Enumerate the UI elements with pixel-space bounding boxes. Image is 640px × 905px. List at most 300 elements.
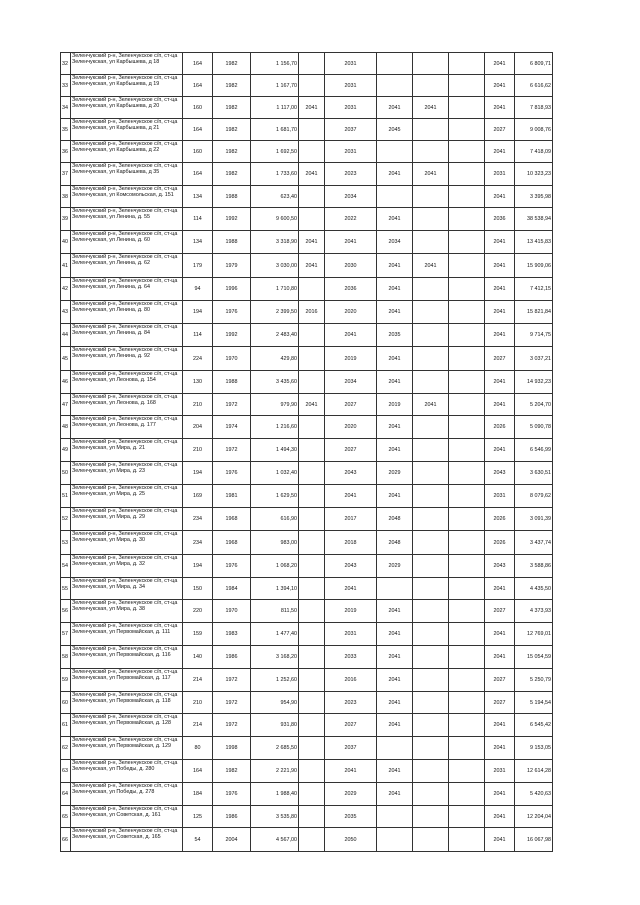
address-cell: Зеленчукский р-н, Зеленчукское с/п, ст-ца Зеленчукская, ул Ленина, д. 80 [71, 301, 183, 324]
area-cell: 811,50 [251, 600, 299, 623]
year-4-cell [413, 692, 449, 714]
area-cell: 1 032,40 [251, 462, 299, 485]
empty-cell [449, 578, 485, 600]
table-row [61, 669, 553, 692]
cost-cell: 13 415,83 [515, 231, 553, 254]
address-cell: Зеленчукский р-н, Зеленчукское с/п, ст-ца Зеленчукская, ул Мира, д. 21 [71, 439, 183, 462]
year-1-cell: 2041 [299, 394, 325, 416]
empty-cell [449, 462, 485, 485]
cost-cell: 5 204,70 [515, 394, 553, 416]
row-number: 45 [61, 347, 71, 371]
year-2-cell: 2022 [325, 208, 377, 231]
year-2-cell: 2034 [325, 186, 377, 208]
year-5-cell: 2041 [485, 97, 515, 119]
table-row [61, 531, 553, 555]
flats-cell: 114 [183, 208, 213, 231]
row-number: 55 [61, 578, 71, 600]
flats-cell: 130 [183, 371, 213, 394]
year-2-cell: 2041 [325, 231, 377, 254]
year-built-cell: 1976 [213, 301, 251, 324]
year-3-cell: 2041 [377, 97, 413, 119]
address-cell: Зеленчукский р-н, Зеленчукское с/п, ст-ца Зеленчукская, ул Первомайская, д. 117 [71, 669, 183, 692]
cost-cell: 5 250,79 [515, 669, 553, 692]
year-3-cell: 2041 [377, 485, 413, 508]
address-cell: Зеленчукский р-н, Зеленчукское с/п, ст-ца Зеленчукская, ул Карбышева, д 20 [71, 97, 183, 119]
year-2-cell: 2033 [325, 646, 377, 669]
year-built-cell: 2004 [213, 828, 251, 852]
address-cell: Зеленчукский р-н, Зеленчукское с/п, ст-ца Зеленчукская, ул Карбышева, д 35 [71, 163, 183, 186]
cost-cell: 4 373,93 [515, 600, 553, 623]
empty-cell [449, 163, 485, 186]
year-3-cell [377, 53, 413, 75]
year-3-cell: 2041 [377, 714, 413, 737]
area-cell: 1 216,60 [251, 416, 299, 439]
cost-cell: 15 054,59 [515, 646, 553, 669]
year-3-cell: 2041 [377, 646, 413, 669]
empty-cell [449, 623, 485, 646]
row-number: 49 [61, 439, 71, 462]
year-4-cell [413, 555, 449, 578]
year-2-cell: 2041 [325, 578, 377, 600]
year-3-cell: 2019 [377, 394, 413, 416]
area-cell: 3 535,80 [251, 806, 299, 828]
year-1-cell: 2016 [299, 301, 325, 324]
year-2-cell: 2041 [325, 485, 377, 508]
year-4-cell [413, 439, 449, 462]
year-built-cell: 1982 [213, 53, 251, 75]
flats-cell: 184 [183, 783, 213, 806]
year-built-cell: 1982 [213, 75, 251, 97]
address-cell: Зеленчукский р-н, Зеленчукское с/п, ст-ца Зеленчукская, ул Комсомольская, д. 151 [71, 186, 183, 208]
year-built-cell: 1970 [213, 347, 251, 371]
year-1-cell [299, 623, 325, 646]
year-1-cell [299, 485, 325, 508]
table-row [61, 439, 553, 462]
row-number: 39 [61, 208, 71, 231]
flats-cell: 220 [183, 600, 213, 623]
empty-cell [449, 119, 485, 141]
area-cell: 979,90 [251, 394, 299, 416]
cost-cell: 9 714,75 [515, 324, 553, 347]
address-cell: Зеленчукский р-н, Зеленчукское с/п, ст-ца Зеленчукская, ул Советская, д. 165 [71, 828, 183, 852]
year-built-cell: 1988 [213, 371, 251, 394]
year-2-cell: 2017 [325, 508, 377, 531]
year-2-cell: 2043 [325, 462, 377, 485]
year-4-cell [413, 578, 449, 600]
year-1-cell: 2041 [299, 97, 325, 119]
row-number: 41 [61, 254, 71, 278]
year-4-cell [413, 75, 449, 97]
year-3-cell [377, 578, 413, 600]
cost-cell: 12 769,01 [515, 623, 553, 646]
empty-cell [449, 208, 485, 231]
year-4-cell [413, 828, 449, 852]
year-2-cell: 2031 [325, 141, 377, 163]
row-number: 36 [61, 141, 71, 163]
cost-cell: 7 418,09 [515, 141, 553, 163]
row-number: 40 [61, 231, 71, 254]
year-5-cell: 2041 [485, 578, 515, 600]
empty-cell [449, 231, 485, 254]
row-number: 61 [61, 714, 71, 737]
year-4-cell [413, 186, 449, 208]
address-cell: Зеленчукский р-н, Зеленчукское с/п, ст-ца Зеленчукская, ул Карбышева, д 18 [71, 53, 183, 75]
year-4-cell [413, 208, 449, 231]
year-5-cell: 2043 [485, 462, 515, 485]
row-number: 54 [61, 555, 71, 578]
year-built-cell: 1982 [213, 760, 251, 783]
row-number: 47 [61, 394, 71, 416]
address-cell: Зеленчукский р-н, Зеленчукское с/п, ст-ца Зеленчукская, ул Советская, д. 161 [71, 806, 183, 828]
area-cell: 3 435,60 [251, 371, 299, 394]
cost-cell: 3 437,74 [515, 531, 553, 555]
year-built-cell: 1986 [213, 806, 251, 828]
table-row [61, 371, 553, 394]
address-cell: Зеленчукский р-н, Зеленчукское с/п, ст-ца Зеленчукская, ул Мира, д. 25 [71, 485, 183, 508]
year-3-cell: 2034 [377, 231, 413, 254]
address-cell: Зеленчукский р-н, Зеленчукское с/п, ст-ца Зеленчукская, ул Ленина, д. 92 [71, 347, 183, 371]
year-built-cell: 1968 [213, 508, 251, 531]
year-4-cell [413, 760, 449, 783]
area-cell: 931,80 [251, 714, 299, 737]
year-3-cell: 2041 [377, 600, 413, 623]
address-cell: Зеленчукский р-н, Зеленчукское с/п, ст-ца Зеленчукская, ул Мира, д. 29 [71, 508, 183, 531]
table-row [61, 692, 553, 714]
year-built-cell: 1982 [213, 119, 251, 141]
table-row [61, 141, 553, 163]
year-1-cell [299, 692, 325, 714]
row-number: 46 [61, 371, 71, 394]
table-row [61, 394, 553, 416]
year-5-cell: 2041 [485, 623, 515, 646]
year-built-cell: 1970 [213, 600, 251, 623]
cost-cell: 3 395,98 [515, 186, 553, 208]
year-2-cell: 2023 [325, 163, 377, 186]
cost-cell: 5 194,54 [515, 692, 553, 714]
year-1-cell [299, 462, 325, 485]
flats-cell: 204 [183, 416, 213, 439]
year-5-cell: 2036 [485, 208, 515, 231]
row-number: 35 [61, 119, 71, 141]
year-5-cell: 2041 [485, 783, 515, 806]
cost-cell: 6 616,62 [515, 75, 553, 97]
year-built-cell: 1976 [213, 783, 251, 806]
empty-cell [449, 737, 485, 760]
year-built-cell: 1972 [213, 714, 251, 737]
year-5-cell: 2041 [485, 301, 515, 324]
flats-cell: 210 [183, 692, 213, 714]
empty-cell [449, 416, 485, 439]
year-3-cell: 2041 [377, 783, 413, 806]
area-cell: 623,40 [251, 186, 299, 208]
year-4-cell [413, 416, 449, 439]
address-cell: Зеленчукский р-н, Зеленчукское с/п, ст-ца Зеленчукская, ул Первомайская, д. 118 [71, 692, 183, 714]
flats-cell: 179 [183, 254, 213, 278]
year-3-cell: 2041 [377, 439, 413, 462]
year-3-cell: 2041 [377, 163, 413, 186]
row-number: 33 [61, 75, 71, 97]
year-1-cell [299, 75, 325, 97]
flats-cell: 210 [183, 394, 213, 416]
flats-cell: 224 [183, 347, 213, 371]
year-5-cell: 2041 [485, 828, 515, 852]
year-1-cell [299, 371, 325, 394]
year-5-cell: 2026 [485, 531, 515, 555]
table-row [61, 462, 553, 485]
area-cell: 1 477,40 [251, 623, 299, 646]
year-1-cell [299, 278, 325, 301]
year-5-cell: 2041 [485, 53, 515, 75]
year-5-cell: 2043 [485, 555, 515, 578]
table-row [61, 416, 553, 439]
cost-cell: 6 546,99 [515, 439, 553, 462]
year-4-cell: 2041 [413, 97, 449, 119]
empty-cell [449, 555, 485, 578]
area-cell: 1 394,10 [251, 578, 299, 600]
cost-cell: 6 809,71 [515, 53, 553, 75]
area-cell: 1 681,70 [251, 119, 299, 141]
year-built-cell: 1988 [213, 186, 251, 208]
table-row [61, 828, 553, 852]
cost-cell: 3 588,86 [515, 555, 553, 578]
area-cell: 4 567,00 [251, 828, 299, 852]
year-3-cell: 2041 [377, 416, 413, 439]
year-1-cell [299, 600, 325, 623]
year-3-cell [377, 737, 413, 760]
flats-cell: 160 [183, 97, 213, 119]
area-cell: 1 494,30 [251, 439, 299, 462]
year-5-cell: 2041 [485, 141, 515, 163]
address-cell: Зеленчукский р-н, Зеленчукское с/п, ст-ца Зеленчукская, ул Леонова, д. 154 [71, 371, 183, 394]
year-5-cell: 2027 [485, 692, 515, 714]
flats-cell: 54 [183, 828, 213, 852]
housing-registry-table [60, 52, 553, 852]
empty-cell [449, 278, 485, 301]
year-3-cell [377, 141, 413, 163]
row-number: 62 [61, 737, 71, 760]
flats-cell: 164 [183, 119, 213, 141]
year-5-cell: 2041 [485, 439, 515, 462]
year-4-cell [413, 347, 449, 371]
empty-cell [449, 531, 485, 555]
year-3-cell: 2029 [377, 555, 413, 578]
year-built-cell: 1981 [213, 485, 251, 508]
year-1-cell [299, 531, 325, 555]
address-cell: Зеленчукский р-н, Зеленчукское с/п, ст-ца Зеленчукская, ул Мира, д. 32 [71, 555, 183, 578]
year-3-cell: 2035 [377, 324, 413, 347]
area-cell: 1 733,60 [251, 163, 299, 186]
area-cell: 1 710,80 [251, 278, 299, 301]
year-1-cell [299, 828, 325, 852]
year-3-cell: 2041 [377, 347, 413, 371]
year-4-cell: 2041 [413, 163, 449, 186]
empty-cell [449, 783, 485, 806]
year-5-cell: 2041 [485, 714, 515, 737]
empty-cell [449, 760, 485, 783]
flats-cell: 194 [183, 555, 213, 578]
year-5-cell: 2041 [485, 646, 515, 669]
year-built-cell: 1982 [213, 141, 251, 163]
cost-cell: 7 818,93 [515, 97, 553, 119]
year-1-cell [299, 555, 325, 578]
year-2-cell: 2043 [325, 555, 377, 578]
year-4-cell: 2041 [413, 394, 449, 416]
area-cell: 616,90 [251, 508, 299, 531]
table-row [61, 783, 553, 806]
year-4-cell [413, 737, 449, 760]
year-1-cell [299, 53, 325, 75]
year-4-cell [413, 231, 449, 254]
area-cell: 1 629,50 [251, 485, 299, 508]
year-4-cell [413, 714, 449, 737]
year-built-cell: 1984 [213, 578, 251, 600]
year-2-cell: 2027 [325, 439, 377, 462]
flats-cell: 159 [183, 623, 213, 646]
year-4-cell [413, 806, 449, 828]
year-4-cell [413, 278, 449, 301]
year-3-cell: 2041 [377, 760, 413, 783]
address-cell: Зеленчукский р-н, Зеленчукское с/п, ст-ца Зеленчукская, ул Леонова, д. 168 [71, 394, 183, 416]
table-row [61, 600, 553, 623]
empty-cell [449, 371, 485, 394]
flats-cell: 150 [183, 578, 213, 600]
year-5-cell: 2027 [485, 119, 515, 141]
year-1-cell: 2041 [299, 231, 325, 254]
area-cell: 2 221,90 [251, 760, 299, 783]
year-2-cell: 2041 [325, 324, 377, 347]
table-row [61, 186, 553, 208]
row-number: 42 [61, 278, 71, 301]
area-cell: 9 600,50 [251, 208, 299, 231]
year-5-cell: 2031 [485, 485, 515, 508]
year-4-cell [413, 600, 449, 623]
year-1-cell [299, 646, 325, 669]
year-1-cell [299, 119, 325, 141]
empty-cell [449, 186, 485, 208]
year-4-cell [413, 623, 449, 646]
cost-cell: 15 821,84 [515, 301, 553, 324]
flats-cell: 140 [183, 646, 213, 669]
year-3-cell: 2041 [377, 301, 413, 324]
area-cell: 2 483,40 [251, 324, 299, 347]
flats-cell: 134 [183, 186, 213, 208]
row-number: 58 [61, 646, 71, 669]
year-built-cell: 1986 [213, 646, 251, 669]
address-cell: Зеленчукский р-н, Зеленчукское с/п, ст-ца Зеленчукская, ул Победы, д. 278 [71, 783, 183, 806]
year-2-cell: 2037 [325, 737, 377, 760]
year-5-cell: 2041 [485, 371, 515, 394]
flats-cell: 234 [183, 531, 213, 555]
table-row [61, 301, 553, 324]
year-1-cell [299, 324, 325, 347]
year-4-cell [413, 324, 449, 347]
row-number: 66 [61, 828, 71, 852]
row-number: 65 [61, 806, 71, 828]
address-cell: Зеленчукский р-н, Зеленчукское с/п, ст-ца Зеленчукская, ул Ленина, д. 55 [71, 208, 183, 231]
year-4-cell [413, 371, 449, 394]
table-row [61, 208, 553, 231]
year-3-cell: 2041 [377, 371, 413, 394]
area-cell: 1 988,40 [251, 783, 299, 806]
empty-cell [449, 301, 485, 324]
empty-cell [449, 324, 485, 347]
address-cell: Зеленчукский р-н, Зеленчукское с/п, ст-ца Зеленчукская, ул Мира, д. 30 [71, 531, 183, 555]
year-2-cell: 2034 [325, 371, 377, 394]
year-built-cell: 1983 [213, 623, 251, 646]
empty-cell [449, 97, 485, 119]
empty-cell [449, 53, 485, 75]
year-built-cell: 1972 [213, 669, 251, 692]
cost-cell: 5 420,63 [515, 783, 553, 806]
table-row [61, 347, 553, 371]
table-row [61, 760, 553, 783]
empty-cell [449, 669, 485, 692]
year-2-cell: 2030 [325, 254, 377, 278]
table-row [61, 508, 553, 531]
year-5-cell: 2027 [485, 347, 515, 371]
year-built-cell: 1972 [213, 439, 251, 462]
address-cell: Зеленчукский р-н, Зеленчукское с/п, ст-ца Зеленчукская, ул Победы, д. 280 [71, 760, 183, 783]
year-5-cell: 2041 [485, 278, 515, 301]
year-3-cell [377, 75, 413, 97]
year-5-cell: 2041 [485, 394, 515, 416]
flats-cell: 210 [183, 439, 213, 462]
year-5-cell: 2041 [485, 231, 515, 254]
row-number: 64 [61, 783, 71, 806]
year-5-cell: 2041 [485, 806, 515, 828]
table-body [61, 53, 553, 852]
cost-cell: 7 412,15 [515, 278, 553, 301]
year-built-cell: 1968 [213, 531, 251, 555]
cost-cell: 3 037,21 [515, 347, 553, 371]
flats-cell: 194 [183, 462, 213, 485]
year-2-cell: 2031 [325, 53, 377, 75]
cost-cell: 16 067,98 [515, 828, 553, 852]
year-built-cell: 1988 [213, 231, 251, 254]
address-cell: Зеленчукский р-н, Зеленчукское с/п, ст-ца Зеленчукская, ул Карбышева, д 22 [71, 141, 183, 163]
year-4-cell [413, 462, 449, 485]
area-cell: 1 156,70 [251, 53, 299, 75]
cost-cell: 15 909,06 [515, 254, 553, 278]
year-5-cell: 2041 [485, 254, 515, 278]
year-5-cell: 2026 [485, 508, 515, 531]
table-row [61, 53, 553, 75]
table-row [61, 231, 553, 254]
table-row [61, 578, 553, 600]
flats-cell: 134 [183, 231, 213, 254]
flats-cell: 94 [183, 278, 213, 301]
year-5-cell: 2041 [485, 737, 515, 760]
row-number: 48 [61, 416, 71, 439]
cost-cell: 3 091,39 [515, 508, 553, 531]
cost-cell: 4 435,50 [515, 578, 553, 600]
area-cell: 1 167,70 [251, 75, 299, 97]
area-cell: 1 252,60 [251, 669, 299, 692]
year-1-cell [299, 578, 325, 600]
year-3-cell: 2045 [377, 119, 413, 141]
table-row [61, 254, 553, 278]
cost-cell: 9 008,76 [515, 119, 553, 141]
table-row [61, 97, 553, 119]
empty-cell [449, 347, 485, 371]
year-5-cell: 2031 [485, 760, 515, 783]
year-4-cell [413, 141, 449, 163]
year-1-cell [299, 760, 325, 783]
row-number: 52 [61, 508, 71, 531]
empty-cell [449, 600, 485, 623]
empty-cell [449, 485, 485, 508]
flats-cell: 164 [183, 53, 213, 75]
